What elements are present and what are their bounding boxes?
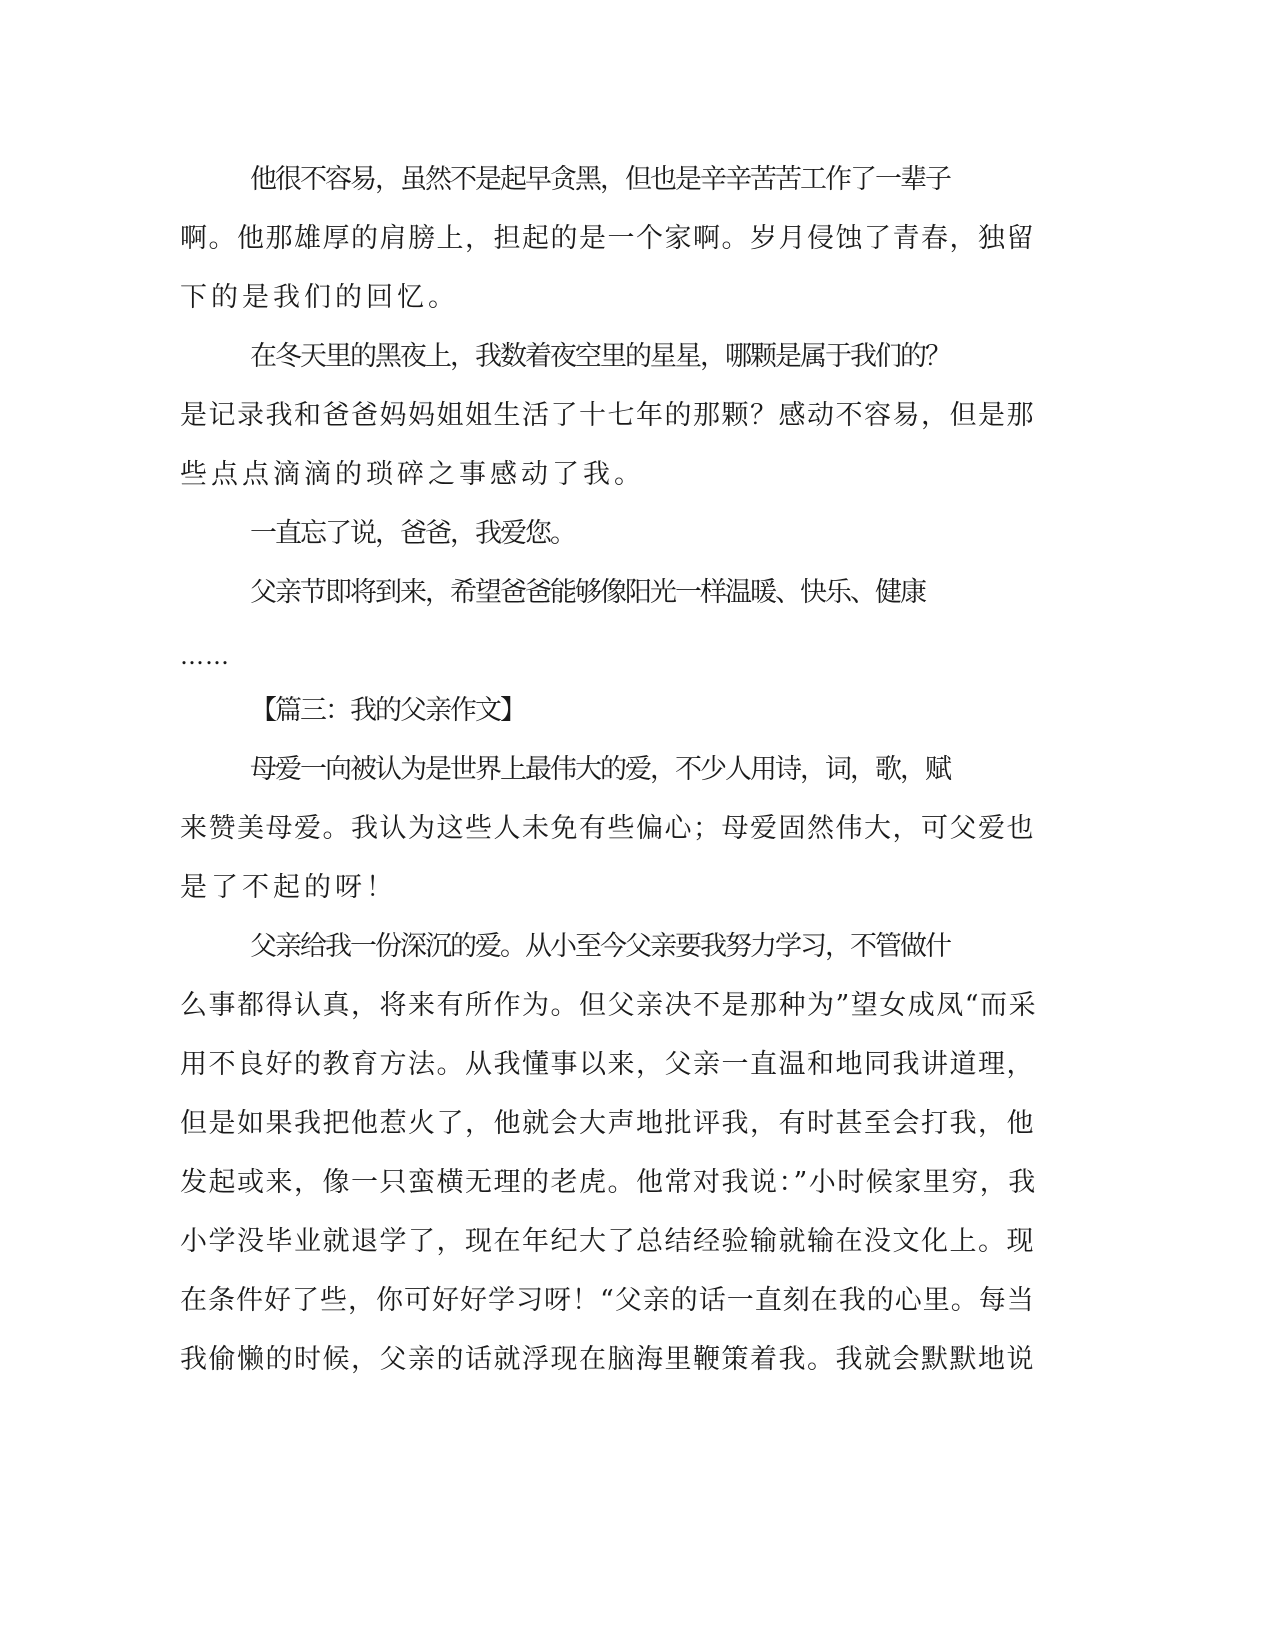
paragraph-line: 一直忘了说，爸爸，我爱您。 [250, 518, 575, 549]
paragraph-line: 啊。他那雄厚的肩膀上，担起的是一个家啊。岁月侵蚀了青春，独留 [180, 223, 1035, 254]
paragraph-line: 我偷懒的时候，父亲的话就浮现在脑海里鞭策着我。我就会默默地说 [180, 1344, 1035, 1375]
paragraph-line: 是记录我和爸爸妈妈姐姐生活了十七年的那颗？感动不容易，但是那 [180, 400, 1035, 431]
paragraph-line: 他很不容易，虽然不是起早贪黑，但也是辛辛苦苦工作了一辈子 [250, 164, 950, 195]
paragraph-line: 但是如果我把他惹火了，他就会大声地批评我，有时甚至会打我，他 [180, 1108, 1035, 1139]
paragraph-line: 下的是我们的回忆。 [180, 282, 459, 313]
paragraph-line: 些点点滴滴的琐碎之事感动了我。 [180, 459, 645, 490]
paragraph-line: 母爱一向被认为是世界上最伟大的爱，不少人用诗，词，歌，赋 [250, 754, 950, 785]
paragraph-line: 来赞美母爱。我认为这些人未免有些偏心；母爱固然伟大，可父爱也 [180, 813, 1035, 844]
paragraph-line: 小学没毕业就退学了，现在年纪大了总结经验输就输在没文化上。现 [180, 1226, 1035, 1257]
paragraph-line: 在条件好了些，你可好好学习呀！“父亲的话一直刻在我的心里。每当 [180, 1285, 1035, 1316]
section-heading: 【篇三：我的父亲作文】 [250, 695, 525, 726]
paragraph-line: 是了不起的呀！ [180, 872, 397, 903]
paragraph-line: 在冬天里的黑夜上，我数着夜空里的星星，哪颗是属于我们的？ [250, 341, 950, 372]
paragraph-line: 发起或来，像一只蛮横无理的老虎。他常对我说：”小时候家里穷，我 [180, 1167, 1037, 1198]
paragraph-line: 用不良好的教育方法。从我懂事以来，父亲一直温和地同我讲道理， [180, 1049, 1035, 1080]
paragraph-line: 父亲给我一份深沉的爱。从小至今父亲要我努力学习，不管做什 [250, 931, 950, 962]
paragraph-line: …… [180, 642, 230, 670]
paragraph-line: 父亲节即将到来，希望爸爸能够像阳光一样温暖、快乐、健康 [250, 577, 925, 608]
paragraph-line: 么事都得认真，将来有所作为。但父亲决不是那种为”望女成凤“而采 [180, 990, 1038, 1021]
